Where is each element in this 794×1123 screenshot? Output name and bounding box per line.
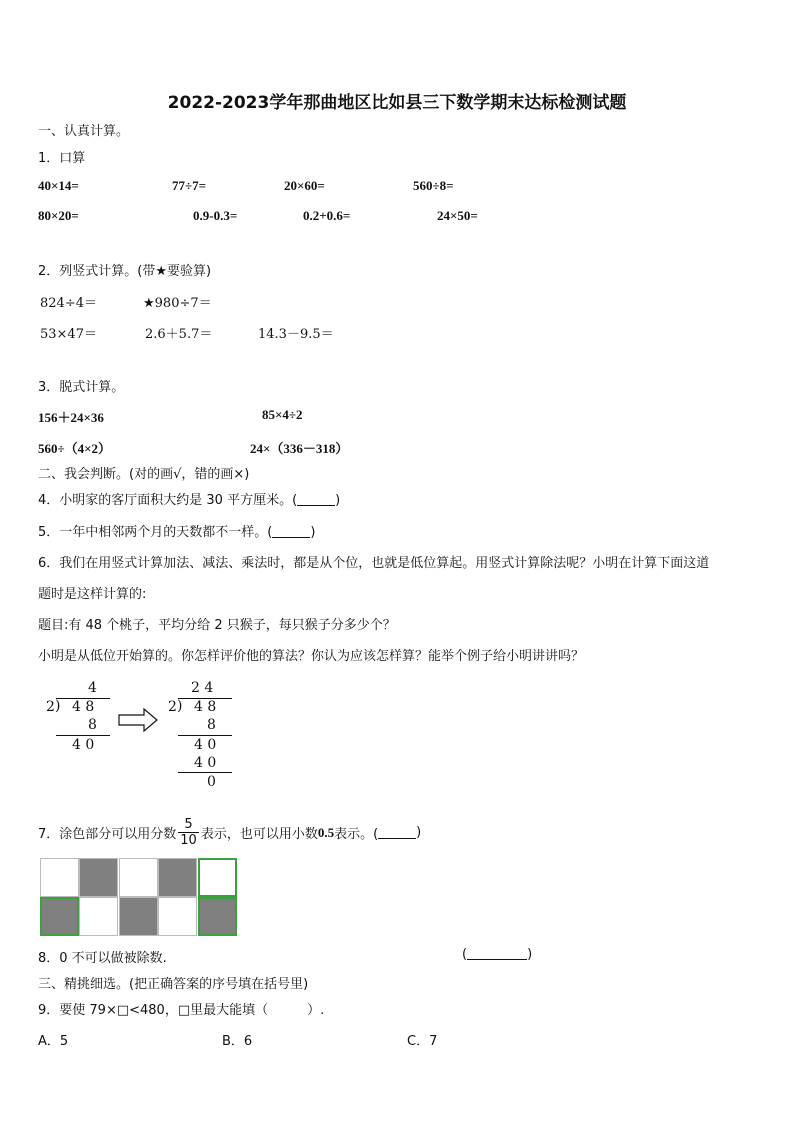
q1-item: 24×50= [437, 208, 478, 223]
q3-item: 156＋24×36 [38, 410, 104, 425]
q1-item: 560÷8= [413, 178, 454, 193]
ld2-step1: 8 [207, 717, 216, 733]
q3-item: 85×4÷2 [262, 407, 303, 422]
q6-line4: 小明是从低位开始算的。你怎样评价他的算法？你认为应该怎样算？能举个例子给小明讲讲吗？ [38, 649, 585, 664]
q3-item: 560÷（4×2） [38, 441, 112, 456]
q5-close: ) [310, 525, 316, 540]
q5-text: 5．一年中相邻两个月的天数都不一样。( [38, 525, 273, 540]
q6-line2: 题时是这样计算的: [38, 587, 147, 602]
ld2-step2: 4 0 [194, 755, 217, 771]
q3-label: 3．脱式计算。 [38, 380, 125, 395]
section-1-heading: 一、认真计算。 [38, 124, 130, 139]
ld1-step: 8 [88, 717, 97, 733]
q4-text: 4．小明家的客厅面积大约是 30 平方厘米。( [38, 493, 298, 508]
q7-shaded-grid [40, 858, 237, 936]
grid-cell-shaded [79, 858, 118, 897]
q6-line3: 题目:有 48 个桃子，平均分给 2 只猴子，每只猴子分多少个？ [38, 618, 396, 633]
q1-item: 77÷7= [172, 178, 207, 193]
ld1-bracket: ) [55, 698, 61, 714]
q8-answer [462, 947, 532, 962]
ld2-remainder: 0 [207, 774, 216, 790]
q8-close: ) [527, 947, 533, 962]
grid-cell-shaded [158, 858, 197, 897]
grid-cell-blank [119, 858, 158, 897]
q8-open: ( [462, 947, 468, 962]
q2-label: 2．列竖式计算。(带★要验算) [38, 264, 212, 279]
q7-fraction-denominator: 10 [180, 833, 197, 848]
q7-close: ) [416, 825, 422, 840]
section-2-heading: 二、我会判断。(对的画√，错的画×) [38, 467, 250, 482]
q2-item: 824÷4＝ [40, 296, 97, 311]
ld2-quotient: 2 4 [191, 680, 214, 696]
q9-option-c[interactable]: C．7 [407, 1034, 438, 1049]
grid-cell-blank [79, 897, 118, 936]
grid-cell-shaded [198, 897, 237, 936]
grid-cell-shaded [40, 897, 79, 936]
q6-line1: 6．我们在用竖式计算加法、减法、乘法时，都是从个位，也就是低位算起。用竖式计算除法呢？小明在计算下面这道 [38, 556, 710, 571]
q5-answer-blank[interactable] [272, 525, 310, 538]
ld1-remainder: 4 0 [72, 737, 95, 753]
q4-answer-blank[interactable] [297, 493, 335, 506]
ld1-divisor: 2 [46, 699, 55, 715]
q1-label: 1．口算 [38, 151, 86, 166]
grid-cell-blank [40, 858, 79, 897]
q1-item: 0.9-0.3= [193, 208, 238, 223]
right-arrow-icon [118, 708, 158, 732]
q7-suffix2: 表示。( [334, 827, 379, 842]
q1-item: 0.2+0.6= [303, 208, 351, 223]
ld2-mid: 4 0 [194, 737, 217, 753]
q2-item: 53×47＝ [40, 327, 97, 342]
section-3-heading: 三、精挑细选。(把正确答案的序号填在括号里) [38, 977, 309, 992]
page-title: 2022-2023学年那曲地区比如县三下数学期末达标检测试题 [167, 93, 627, 113]
q1-item: 20×60= [284, 178, 325, 193]
ld2-dividend: 4 8 [194, 699, 217, 715]
q7-decimal: 0.5 [317, 824, 335, 840]
ld2-bracket: ) [177, 698, 183, 714]
q8-text: 8．0 不可以做被除数. [38, 951, 167, 966]
q2-item: ★980÷7＝ [143, 296, 212, 311]
q4 [38, 489, 340, 508]
q4-close: ) [335, 493, 341, 508]
q2-item: 14.3－9.5＝ [258, 327, 334, 342]
q7-answer-blank[interactable] [378, 826, 416, 839]
q7-fraction-numerator: 5 [184, 817, 193, 832]
q9-text: 9．要使 79×□<480，□里最大能填（ ）. [38, 1003, 325, 1018]
q3-item: 24×（336－318） [250, 441, 349, 456]
ld2-sub-bar-2 [178, 772, 232, 773]
q2-item: 2.6＋5.7＝ [145, 327, 213, 342]
grid-cell-blank [158, 897, 197, 936]
q7-prefix: 7．涂色部分可以用分数 [38, 827, 177, 842]
q1-item: 80×20= [38, 208, 79, 223]
q7-suffix: 表示，也可以用小数 [200, 827, 318, 842]
ld2-sub-bar-1 [178, 735, 232, 736]
q7 [38, 818, 421, 847]
q5 [38, 521, 315, 540]
q9-option-b[interactable]: B．6 [222, 1034, 253, 1049]
grid-cell-blank [198, 858, 237, 897]
ld2-divisor: 2 [168, 699, 177, 715]
q7-fraction [178, 818, 199, 847]
ld1-dividend: 4 8 [72, 699, 95, 715]
q9-option-a[interactable]: A．5 [38, 1034, 69, 1049]
ld1-quotient: 4 [88, 680, 97, 696]
q8-answer-blank[interactable] [467, 947, 527, 960]
ld1-sub-bar [56, 735, 110, 736]
q1-item: 40×14= [38, 178, 79, 193]
grid-cell-shaded [119, 897, 158, 936]
